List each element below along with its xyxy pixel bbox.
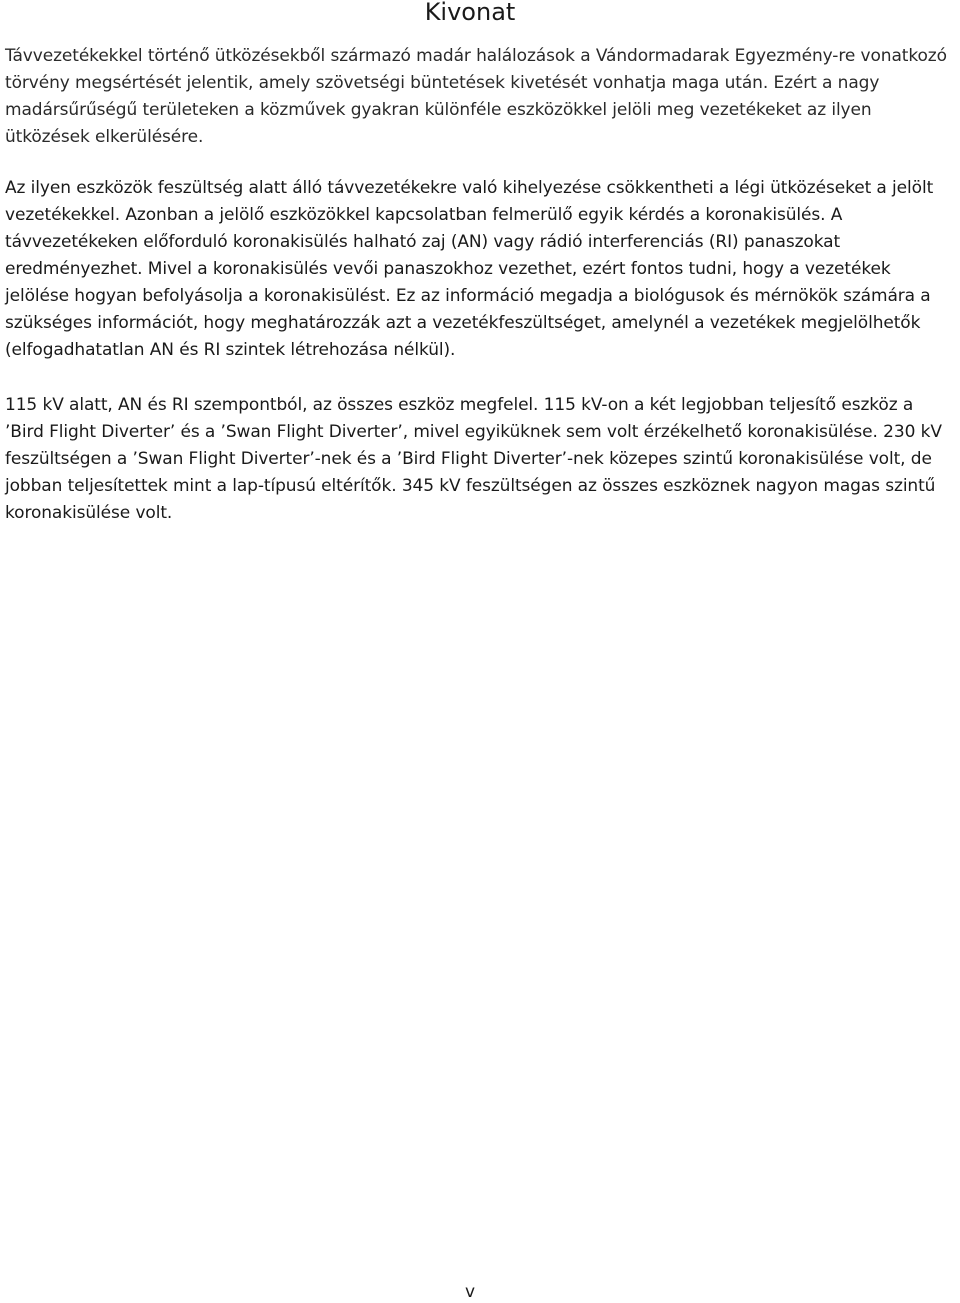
page-number: v [464,1282,476,1302]
paragraph-results: 115 kV alatt, AN és RI szempontból, az összes eszköz megfelel. 115 kV-on a két legjobban teljesítő eszköz a ’Bird Flight Diverter’ és a ’Swan Flight Diverter’, mivel egyiküknek sem volt érzékelhető koronakisülése. 230 kV feszültségen a ’Swan Flight Diverter’-nek és a ’Bird Flight Diverter’-nek közepes szintű koronakisülése volt, de jobban teljesítettek mint a lap-típusú eltérítők. 345 kV feszültségen az összes eszköznek nagyon magas szintű koronakisülése volt. [5,395,942,523]
page-title: Kivonat [424,0,516,26]
paragraph-intro: Távvezetékekkel történő ütközésekből származó madár halálozások a Vándormadarak Egyezmény-re vonatkozó törvény megsértését jelentik, amely szövetségi büntetések kivetését vonhatja maga után. Ezért a nagy madársűrűségű területeken a közművek gyakran különféle eszközökkel jelöli meg vezetékeket az ilyen ütközések elkerülésére. [5,46,947,147]
paragraph-corona-discharge: Az ilyen eszközök feszültség alatt álló távvezetékekre való kihelyezése csökkentheti a légi ütközéseket a jelölt vezetékekkel. Azonban a jelölő eszközökkel kapcsolatban felmerülő egyik kérdés a koronakisülés. A távvezetékeken előforduló koronakisülés halható zaj (AN) vagy rádió interferenciás (RI) panaszokat eredményezhet. Mivel a koronakisülés vevői panaszokhoz vezethet, ezért fontos tudni, hogy a vezetékek jelölése hogyan befolyásolja a koronakisülést. Ez az információ megadja a biológusok és mérnökök számára a szükséges információt, hogy meghatározzák azt a vezetékfeszültséget, amelynél a vezetékek megjelölhetők (elfogadhatatlan AN és RI szintek létrehozása nélkül). [5,178,934,360]
